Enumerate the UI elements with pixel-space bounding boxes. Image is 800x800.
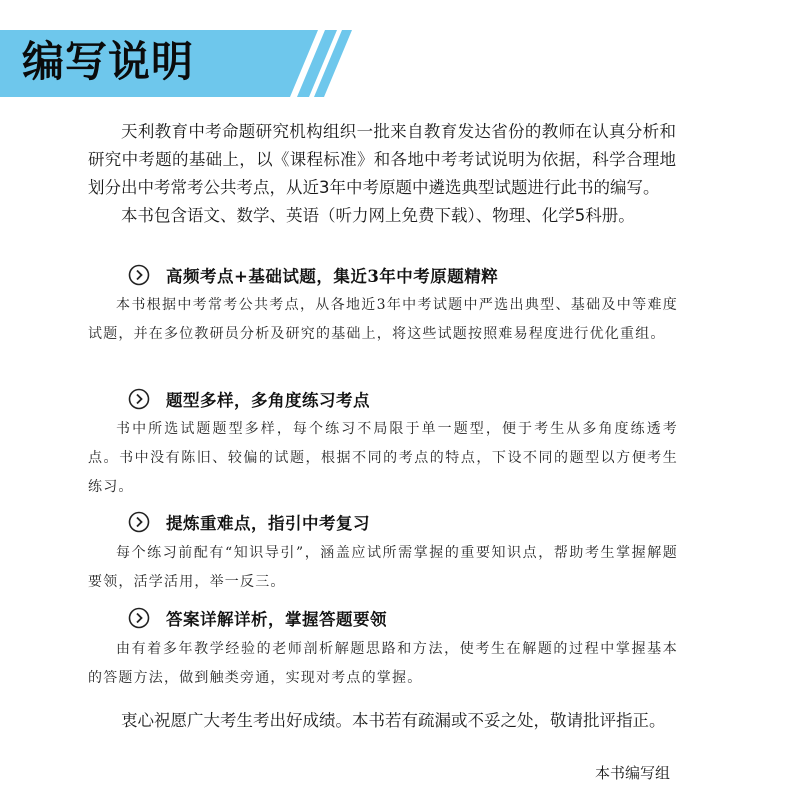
section-title: 提炼重难点，指引中考复习 [166,514,370,533]
section-heading [128,387,370,411]
section-title: 答案详解详析，掌握答题要领 [166,610,387,629]
title-banner [0,0,800,100]
chevron-circle-right-icon [128,264,150,286]
section-body: 由有着多年教学经验的老师剖析解题思路和方法，使考生在解题的过程中掌握基本的答题方法，做到触类旁通，实现对考点的掌握。 [88,641,678,686]
section-heading [128,263,498,287]
chevron-circle-right-icon [128,607,150,629]
page-title: 编写说明 [22,37,195,86]
section-title: 高频考点+基础试题，集近3年中考原题精粹 [166,267,499,286]
intro-paragraph: 天利教育中考命题研究机构组织一批来自教育发达省份的教师在认真分析和研究中考题的基础上，以《课程标准》和各地中考考试说明为依据，科学合理地划分出中考常考公共考点，从近3年中考原题中遴选典型试题进行此书的编写。 [88,122,676,197]
closing-text: 衷心祝愿广大考生考出好成绩。本书若有疏漏或不妥之处，敬请批评指正。 [121,711,666,730]
intro-paragraph: 本书包含语文、数学、英语（听力网上免费下载）、物理、化学5科册。 [121,206,635,225]
section-body: 书中所选试题题型多样，每个练习不局限于单一题型，便于考生从多角度练透考点。书中没有陈旧、较偏的试题，根据不同的考点的特点，下设不同的题型以方便考生练习。 [88,421,678,495]
chevron-circle-right-icon [128,511,150,533]
section-heading [128,510,370,534]
section-body: 每个练习前配有“知识导引”，涵盖应试所需掌握的重要知识点，帮助考生掌握解题要领，活学活用，举一反三。 [88,545,678,590]
chevron-circle-right-icon [128,388,150,410]
signature: 本书编写组 [594,764,670,782]
intro-text [88,118,676,230]
section-title: 题型多样，多角度练习考点 [166,391,370,410]
section-body: 本书根据中考常考公共考点，从各地近3年中考试题中严选出典型、基础及中等难度试题，并在多位教研员分析及研究的基础上，将这些试题按照难易程度进行优化重组。 [88,297,678,342]
section-heading [128,606,387,630]
